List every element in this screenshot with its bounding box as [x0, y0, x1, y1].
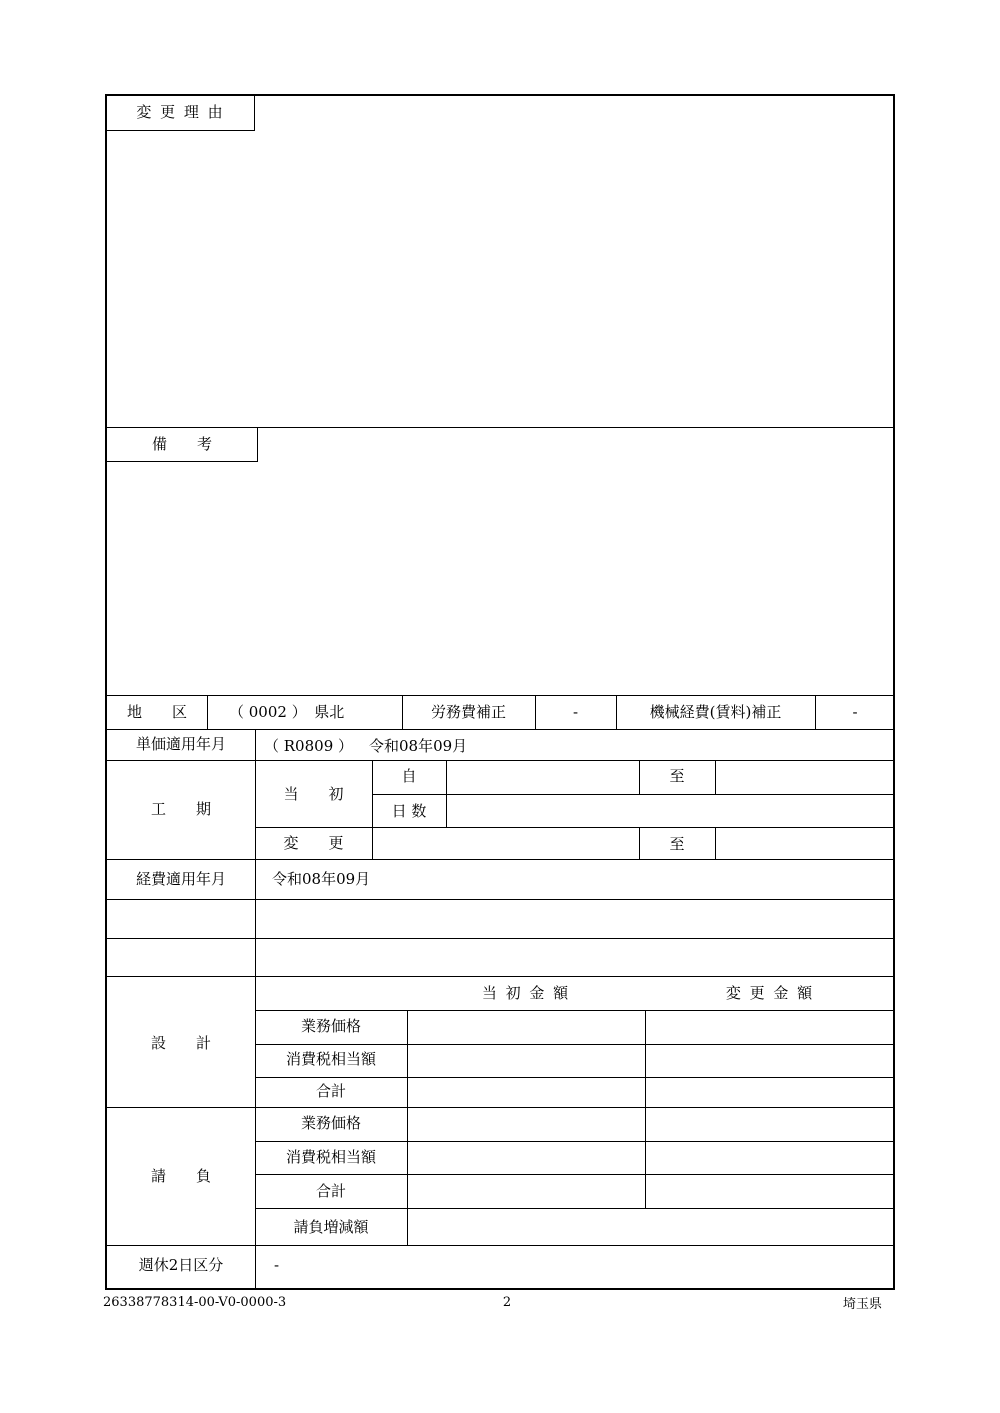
expense-month-value: 令和08年09月	[272, 870, 371, 888]
design-total-label: 合計	[315, 1082, 346, 1100]
contract-change-label: 請負増減額	[293, 1218, 369, 1236]
contract-label: 請 負	[150, 1167, 211, 1185]
col-divider	[645, 1010, 646, 1208]
col-divider	[715, 827, 716, 859]
col-divider	[207, 695, 208, 729]
row-divider	[255, 1044, 895, 1045]
change-to-label: 至	[669, 835, 685, 853]
row-divider	[255, 1077, 895, 1078]
change-label: 変 更	[283, 834, 344, 852]
unit-price-month-value: 令和08年09月	[369, 737, 468, 755]
row-divider	[107, 859, 895, 860]
row-divider	[107, 938, 895, 939]
contract-total-label: 合計	[315, 1182, 346, 1200]
row-divider	[255, 1174, 895, 1175]
row-divider	[107, 899, 895, 900]
expense-month-label: 経費適用年月	[135, 870, 226, 888]
changed-amount-header: 変 更 金 額	[725, 984, 815, 1002]
weekly-holiday-value: -	[274, 1256, 280, 1274]
from-label: 自	[401, 767, 417, 785]
district-label: 地 区	[126, 703, 187, 721]
row-divider	[107, 695, 895, 696]
row-divider	[107, 729, 895, 730]
design-service-price-label: 業務価格	[300, 1017, 361, 1035]
labor-correction-value: -	[572, 703, 579, 721]
row-divider	[372, 794, 895, 795]
design-tax-label: 消費税相当額	[285, 1050, 376, 1068]
change-reason-label: 変 更 理 由	[136, 103, 225, 121]
unit-price-code: （ R0809 ）	[264, 737, 354, 755]
to-label: 至	[669, 767, 685, 785]
row-divider	[255, 827, 895, 828]
page-number: 2	[502, 1295, 512, 1310]
document-code: 26338778314-00-V0-0000-3	[103, 1295, 287, 1310]
prefecture-name: 埼玉県	[842, 1297, 882, 1312]
contract-tax-label: 消費税相当額	[285, 1148, 376, 1166]
design-label: 設 計	[150, 1034, 211, 1052]
row-divider	[255, 1141, 895, 1142]
remarks-label: 備 考	[151, 435, 212, 453]
form-frame	[105, 94, 895, 1290]
row-divider	[107, 760, 895, 761]
machine-correction-value: -	[852, 703, 858, 721]
row-divider	[107, 1245, 895, 1246]
row-divider	[255, 1208, 895, 1209]
unit-price-month-label: 単価適用年月	[135, 735, 226, 753]
col-divider	[446, 760, 447, 827]
row-divider	[107, 1107, 895, 1108]
initial-label: 当 初	[283, 785, 344, 803]
col-divider	[255, 729, 256, 1289]
col-divider	[407, 1010, 408, 1245]
machine-correction-label: 機械経費(賃料)補正	[649, 703, 782, 721]
col-divider	[715, 760, 716, 794]
construction-period-label: 工 期	[150, 800, 211, 818]
contract-service-price-label: 業務価格	[300, 1114, 361, 1132]
row-divider	[255, 1010, 895, 1011]
weekly-holiday-label: 週休2日区分	[138, 1256, 224, 1274]
days-label: 日 数	[391, 802, 427, 820]
row-divider	[107, 976, 895, 977]
initial-amount-header: 当 初 金 額	[481, 984, 571, 1002]
labor-correction-label: 労務費補正	[430, 703, 506, 721]
district-value: （ 0002 ） 県北	[229, 703, 345, 721]
